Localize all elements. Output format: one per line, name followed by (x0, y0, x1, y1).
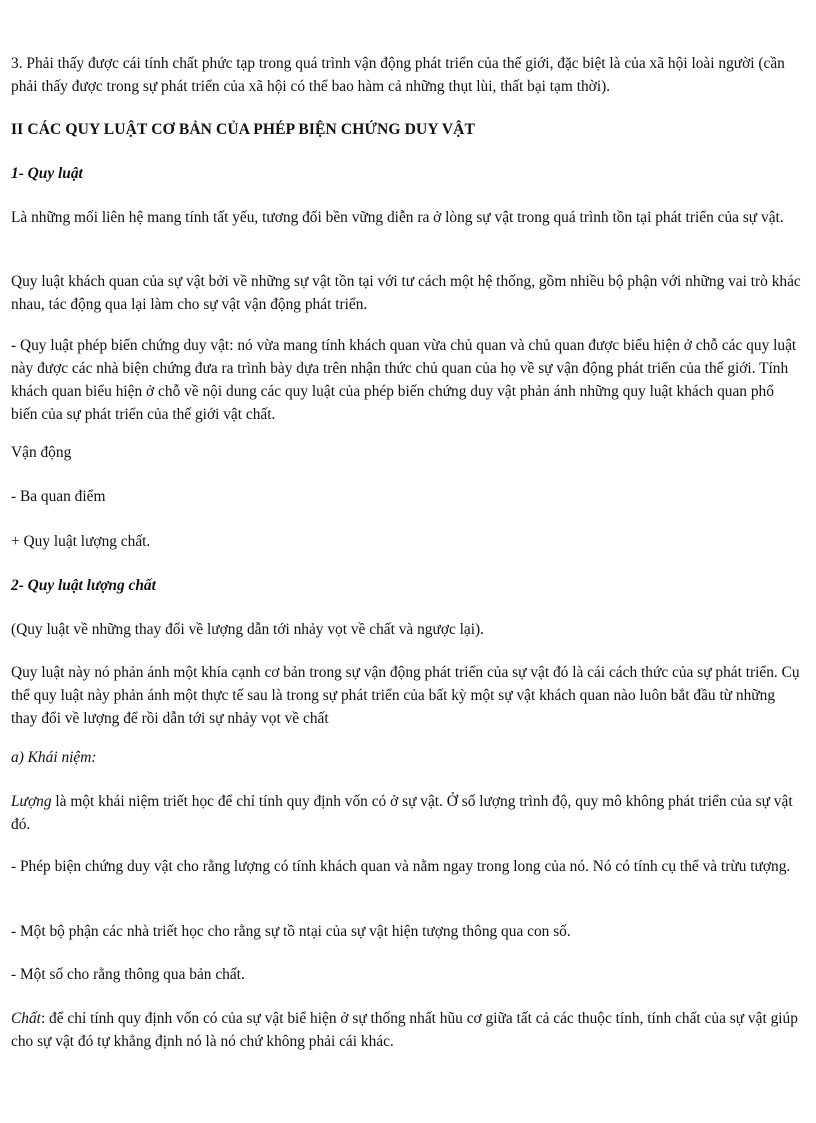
paragraph-13: - Một số cho rằng thông qua bản chất. (11, 966, 245, 983)
paragraph-14-text: : để chỉ tính quy định vốn có của sự vật biể hiện ở sự thống nhất hũu cơ giữa tất cả các thuộc tính, tính chất của sự vật giúp cho sự vật đó tự khẳng định nó là nó chứ không phải cái khác. (11, 1010, 798, 1050)
paragraph-4: - Quy luật phép biến chứng duy vật: nó vừa mang tính khách quan vừa chủ quan và chủ quan được biểu hiện ở chỗ các quy luật này được các nhà biện chứng đưa ra trình bày dựa trên nhận thức chủ quan của họ về sự vận động phát triển của thế giới. Tính khách quan biểu hiện ở chỗ về nội dung các quy luật của phép biến chứng duy vật phản ánh những quy luật khách quan phổ biến của sự phát triển của thế giới vật chất. (11, 337, 797, 423)
subheading-khai-niem: a) Khái niệm: (11, 749, 97, 766)
paragraph-7: + Quy luật lượng chất. (11, 533, 151, 550)
paragraph-3: Quy luật khách quan của sự vật bởi về những sự vật tồn tại với tư cách một hệ thống, gồm nhiều bộ phận với những vai trò khác nhau, tác động qua lại làm cho sự vật vận động phát triển. (11, 273, 801, 313)
paragraph-8: (Quy luật về những thay đổi về lượng dẫn tới nhảy vọt về chất và ngược lại). (11, 621, 484, 638)
paragraph-10 (11, 790, 801, 836)
subheading-quy-luat: 1- Quy luật (11, 165, 83, 182)
paragraph-2: Là những mối liên hệ mang tính tất yếu, tương đối bền vững diễn ra ở lòng sự vật trong quá trình tồn tại phát triển của sự vật. (11, 209, 784, 226)
paragraph-5: Vận động (11, 444, 72, 461)
paragraph-14 (11, 1007, 801, 1053)
section-heading: II CÁC QUY LUẬT CƠ BẢN CỦA PHÉP BIỆN CHỨNG DUY VẬT (11, 121, 476, 138)
paragraph-6: - Ba quan điểm (11, 488, 106, 505)
subheading-quy-luat-luong-chat: 2- Quy luật lượng chất (11, 577, 156, 594)
paragraph-10-text: là một khái niệm triết học để chỉ tính quy định vốn có ở sự vật. Ở số lượng trình độ, quy mô không phát triển của sự vật đó. (11, 793, 793, 833)
paragraph-1: 3. Phải thấy được cái tính chất phức tạp trong quá trình vận động phát triển của thế giới, đặc biệt là của xã hội loài người (cần phải thấy được trong sự phát triển của xã hội có thể bao hàm cả những thụt lùi, thất bại tạm thời). (11, 55, 785, 95)
term-luong: Lượng (11, 793, 52, 810)
paragraph-11: - Phép biện chứng duy vật cho rằng lượng có tính khách quan và nằm ngay trong long của nó. Nó có tính cụ thể và trừu tượng. (11, 858, 791, 875)
paragraph-9: Quy luật này nó phản ánh một khía cạnh cơ bản trong sự vận động phát triển của sự vật đó là cái cách thức của sự phát triển. Cụ thể quy luật này phản ánh một thực tế sau là trong sự phát triển của bất kỳ một sự vật khách quan nào luôn bắt đầu từ những thay đổi về lượng để rồi dẫn tới sự nhảy vọt về chất (11, 664, 800, 727)
term-chat: Chất (11, 1010, 41, 1027)
paragraph-12: - Một bộ phận các nhà triết học cho rằng sự tồ ntại của sự vật hiện tượng thông qua con số. (11, 923, 571, 940)
